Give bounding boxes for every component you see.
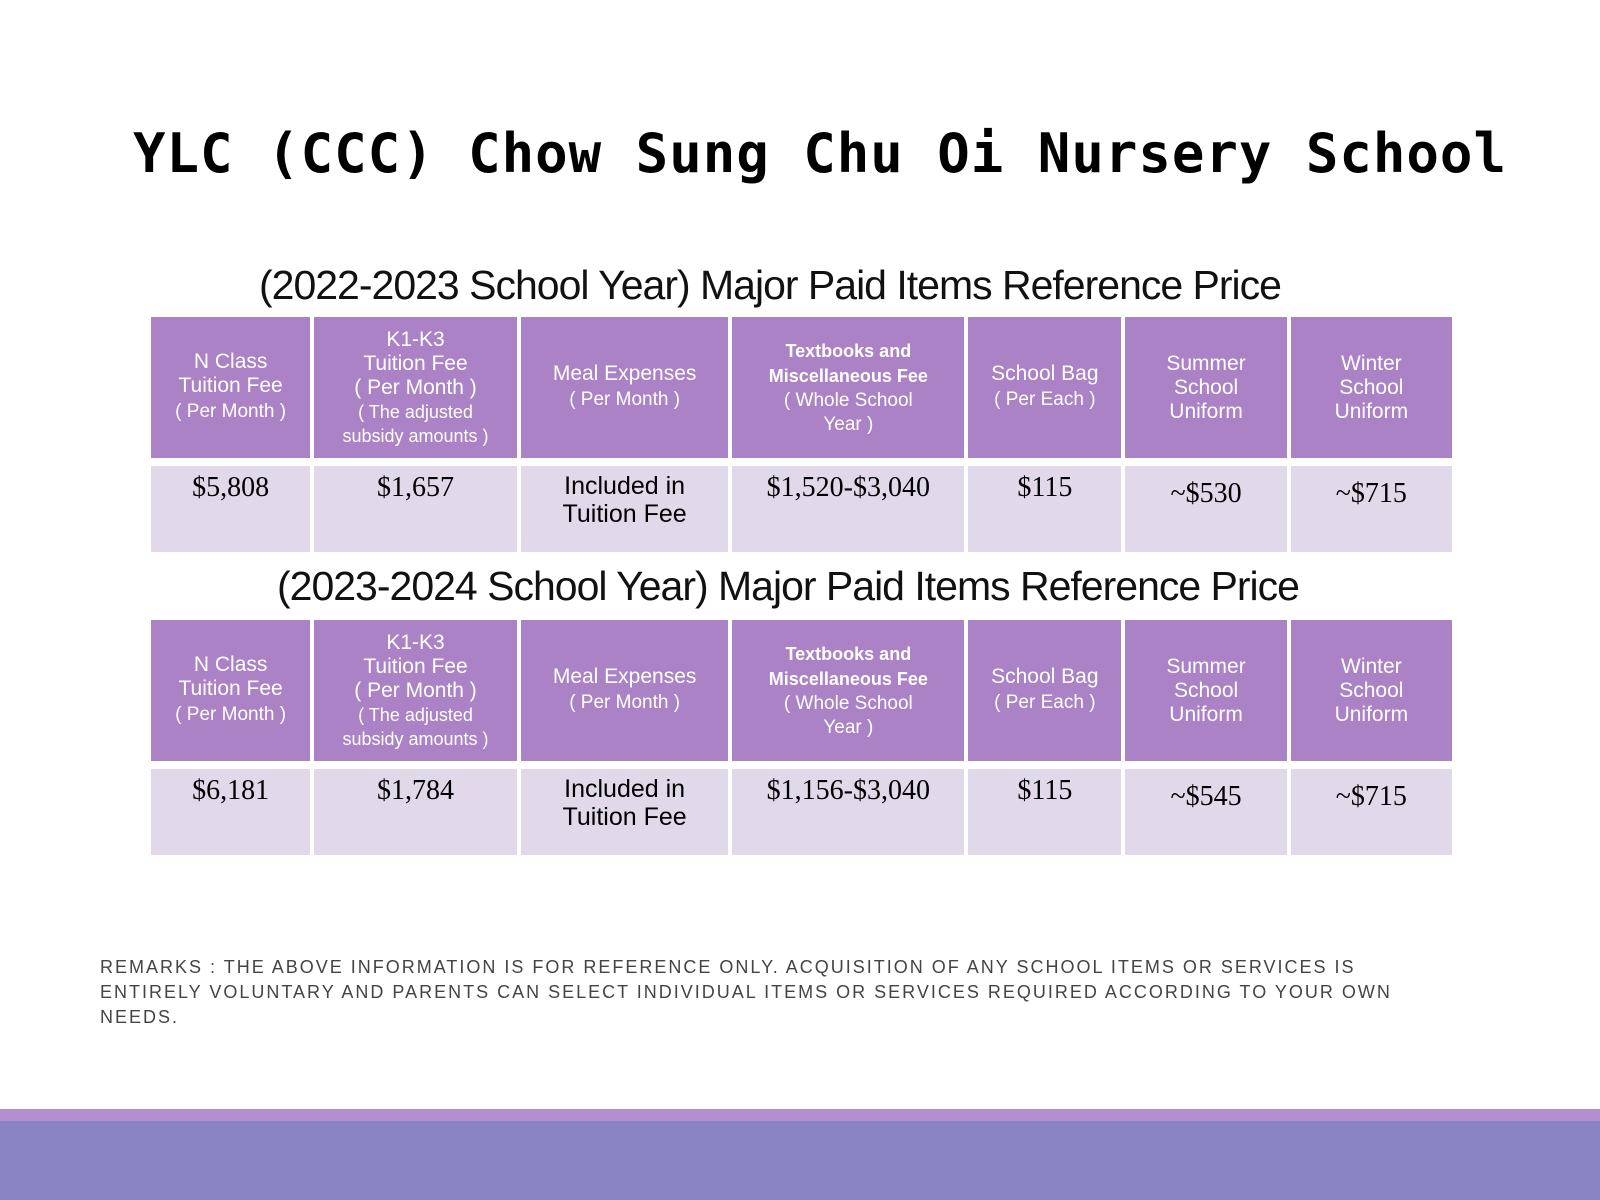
value-n-class: $6,181 (151, 769, 310, 855)
table-row (151, 769, 1452, 855)
header-meal-expenses: Meal Expenses ( Per Month ) (521, 620, 729, 769)
header-textbooks: Textbooks and Miscellaneous Fee ( Whole School Year ) (732, 317, 964, 466)
header-textbooks: Textbooks and Miscellaneous Fee ( Whole School Year ) (732, 620, 964, 769)
value-meal-expenses: Included in Tuition Fee (521, 769, 729, 855)
header-n-class: N Class Tuition Fee ( Per Month ) (151, 620, 310, 769)
header-n-class: N Class Tuition Fee ( Per Month ) (151, 317, 310, 466)
table-header-row (151, 620, 1452, 769)
value-meal-expenses: Included in Tuition Fee (521, 466, 729, 552)
page-title: YLC (CCC) Chow Sung Chu Oi Nursery School (133, 122, 1507, 185)
fee-table-2022-2023 (147, 317, 1456, 552)
header-summer-uniform: Summer School Uniform (1125, 620, 1286, 769)
remarks-text: REMARKS : THE ABOVE INFORMATION IS FOR REFERENCE ONLY. ACQUISITION OF ANY SCHOOL ITEMS OR SERVICES IS ENTIRELY VOLUNTARY AND PARENTS CAN SELECT INDIVIDUAL ITEMS OR SERVICES REQUIRED ACCORDING TO YOUR OWN NEEDS. (100, 957, 1392, 1027)
section-title-2023-2024: (2023-2024 School Year) Major Paid Items Reference Price (277, 563, 1299, 609)
header-school-bag: School Bag ( Per Each ) (968, 620, 1121, 769)
value-summer-uniform: ~$545 (1125, 769, 1286, 855)
value-summer-uniform: ~$530 (1125, 466, 1286, 552)
value-textbooks: $1,156-$3,040 (732, 769, 964, 855)
value-n-class: $5,808 (151, 466, 310, 552)
table-header-row (151, 317, 1452, 466)
section-title-2022-2023: (2022-2023 School Year) Major Paid Items Reference Price (259, 262, 1281, 308)
table-row (151, 466, 1452, 552)
footer-bar (0, 1121, 1600, 1200)
header-winter-uniform: Winter School Uniform (1291, 620, 1452, 769)
header-summer-uniform: Summer School Uniform (1125, 317, 1286, 466)
header-school-bag: School Bag ( Per Each ) (968, 317, 1121, 466)
fee-table-2023-2024 (147, 620, 1456, 855)
header-k1-k3: K1-K3 Tuition Fee ( Per Month ) ( The adjusted subsidy amounts ) (314, 620, 517, 769)
value-k1-k3: $1,784 (314, 769, 517, 855)
value-textbooks: $1,520-$3,040 (732, 466, 964, 552)
value-winter-uniform: ~$715 (1291, 769, 1452, 855)
value-k1-k3: $1,657 (314, 466, 517, 552)
footer-accent-bar (0, 1109, 1600, 1121)
header-winter-uniform: Winter School Uniform (1291, 317, 1452, 466)
value-school-bag: $115 (968, 769, 1121, 855)
value-school-bag: $115 (968, 466, 1121, 552)
header-meal-expenses: Meal Expenses ( Per Month ) (521, 317, 729, 466)
header-k1-k3: K1-K3 Tuition Fee ( Per Month ) ( The adjusted subsidy amounts ) (314, 317, 517, 466)
value-winter-uniform: ~$715 (1291, 466, 1452, 552)
